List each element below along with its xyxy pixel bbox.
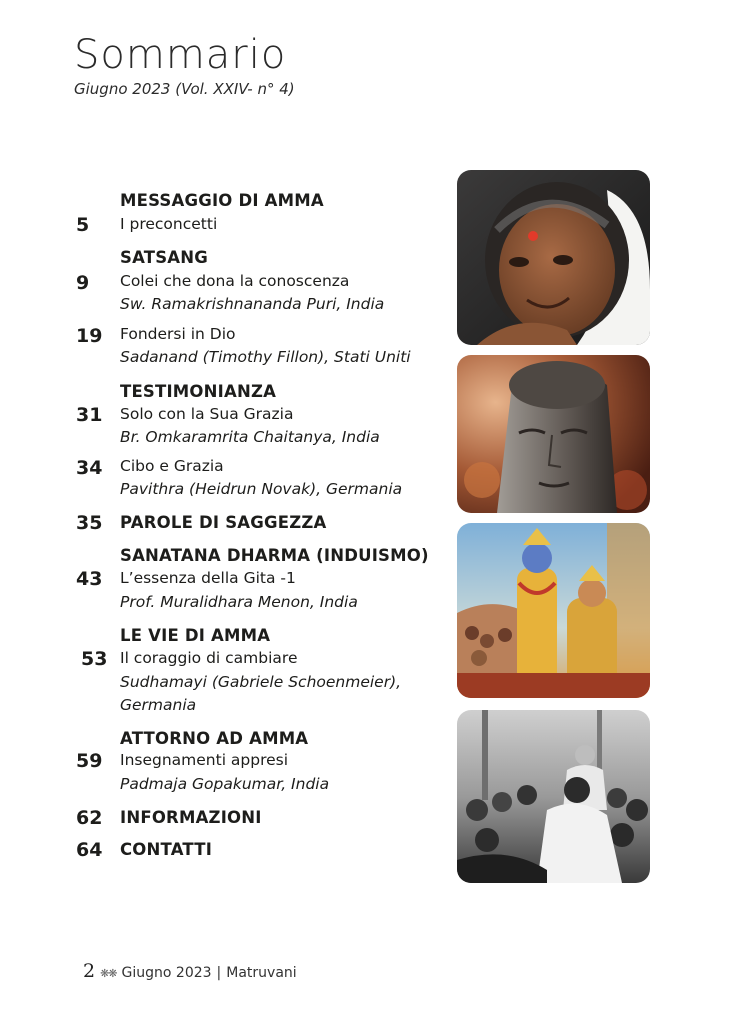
issue-subtitle: Giugno 2023 (Vol. XXIV- n° 4) [74, 80, 295, 98]
page-number: 59 [76, 750, 103, 772]
page-number: 9 [76, 272, 90, 294]
footer-separator: | [216, 965, 222, 981]
article-author: Br. Omkaramrita Chaitanya, India [120, 428, 380, 446]
article-title: Solo con la Sua Grazia [120, 405, 294, 423]
page-number: 35 [76, 512, 103, 534]
page-number: 43 [76, 568, 103, 590]
article-title: Il coraggio di cambiare [120, 649, 298, 667]
article-author: Padmaja Gopakumar, India [120, 775, 330, 793]
page-number: 34 [76, 457, 103, 479]
section-heading: MESSAGGIO DI AMMA [120, 191, 324, 210]
article-author-country: Germania [120, 696, 197, 714]
section-heading: INFORMAZIONI [120, 808, 262, 827]
footer-page-number: 2 [83, 960, 96, 982]
page-footer [83, 960, 297, 982]
page-title: Sommario [74, 32, 287, 78]
section-heading: PAROLE DI SAGGEZZA [120, 513, 327, 532]
article-title: Fondersi in Dio [120, 325, 236, 343]
section-heading: CONTATTI [120, 840, 213, 859]
buddha-statue-photo [457, 355, 650, 513]
section-heading: SANATANA DHARMA (INDUISMO) [120, 546, 429, 565]
section-heading: LE VIE DI AMMA [120, 626, 271, 645]
article-author: Sadanand (Timothy Fillon), Stati Uniti [120, 348, 411, 366]
amma-portrait-photo [457, 170, 650, 345]
page-number: 62 [76, 807, 103, 829]
article-title: I preconcetti [120, 215, 218, 233]
page-number: 31 [76, 404, 103, 426]
article-author: Pavithra (Heidrun Novak), Germania [120, 480, 403, 498]
amma-with-devotees-photo [457, 710, 650, 883]
article-title: Insegnamenti appresi [120, 751, 289, 769]
section-heading: ATTORNO AD AMMA [120, 729, 309, 748]
page-number: 19 [76, 325, 103, 347]
article-title: Cibo e Grazia [120, 457, 224, 475]
section-heading: SATSANG [120, 248, 209, 267]
article-author: Prof. Muralidhara Menon, India [120, 593, 358, 611]
footer-issue-date: Giugno 2023 [121, 965, 212, 981]
page-number: 53 [81, 648, 108, 670]
flower-ornament-icon: ❋❋ [100, 967, 117, 980]
page-number: 64 [76, 839, 103, 861]
footer-magazine-name: Matruvani [226, 965, 297, 981]
section-heading: TESTIMONIANZA [120, 382, 277, 401]
article-title: Colei che dona la conoscenza [120, 272, 350, 290]
page-number: 5 [76, 214, 90, 236]
article-author: Sudhamayi (Gabriele Schoenmeier), [120, 673, 402, 691]
krishna-arjuna-painting [457, 523, 650, 698]
article-title: L’essenza della Gita -1 [120, 569, 296, 587]
article-author: Sw. Ramakrishnananda Puri, India [120, 295, 385, 313]
